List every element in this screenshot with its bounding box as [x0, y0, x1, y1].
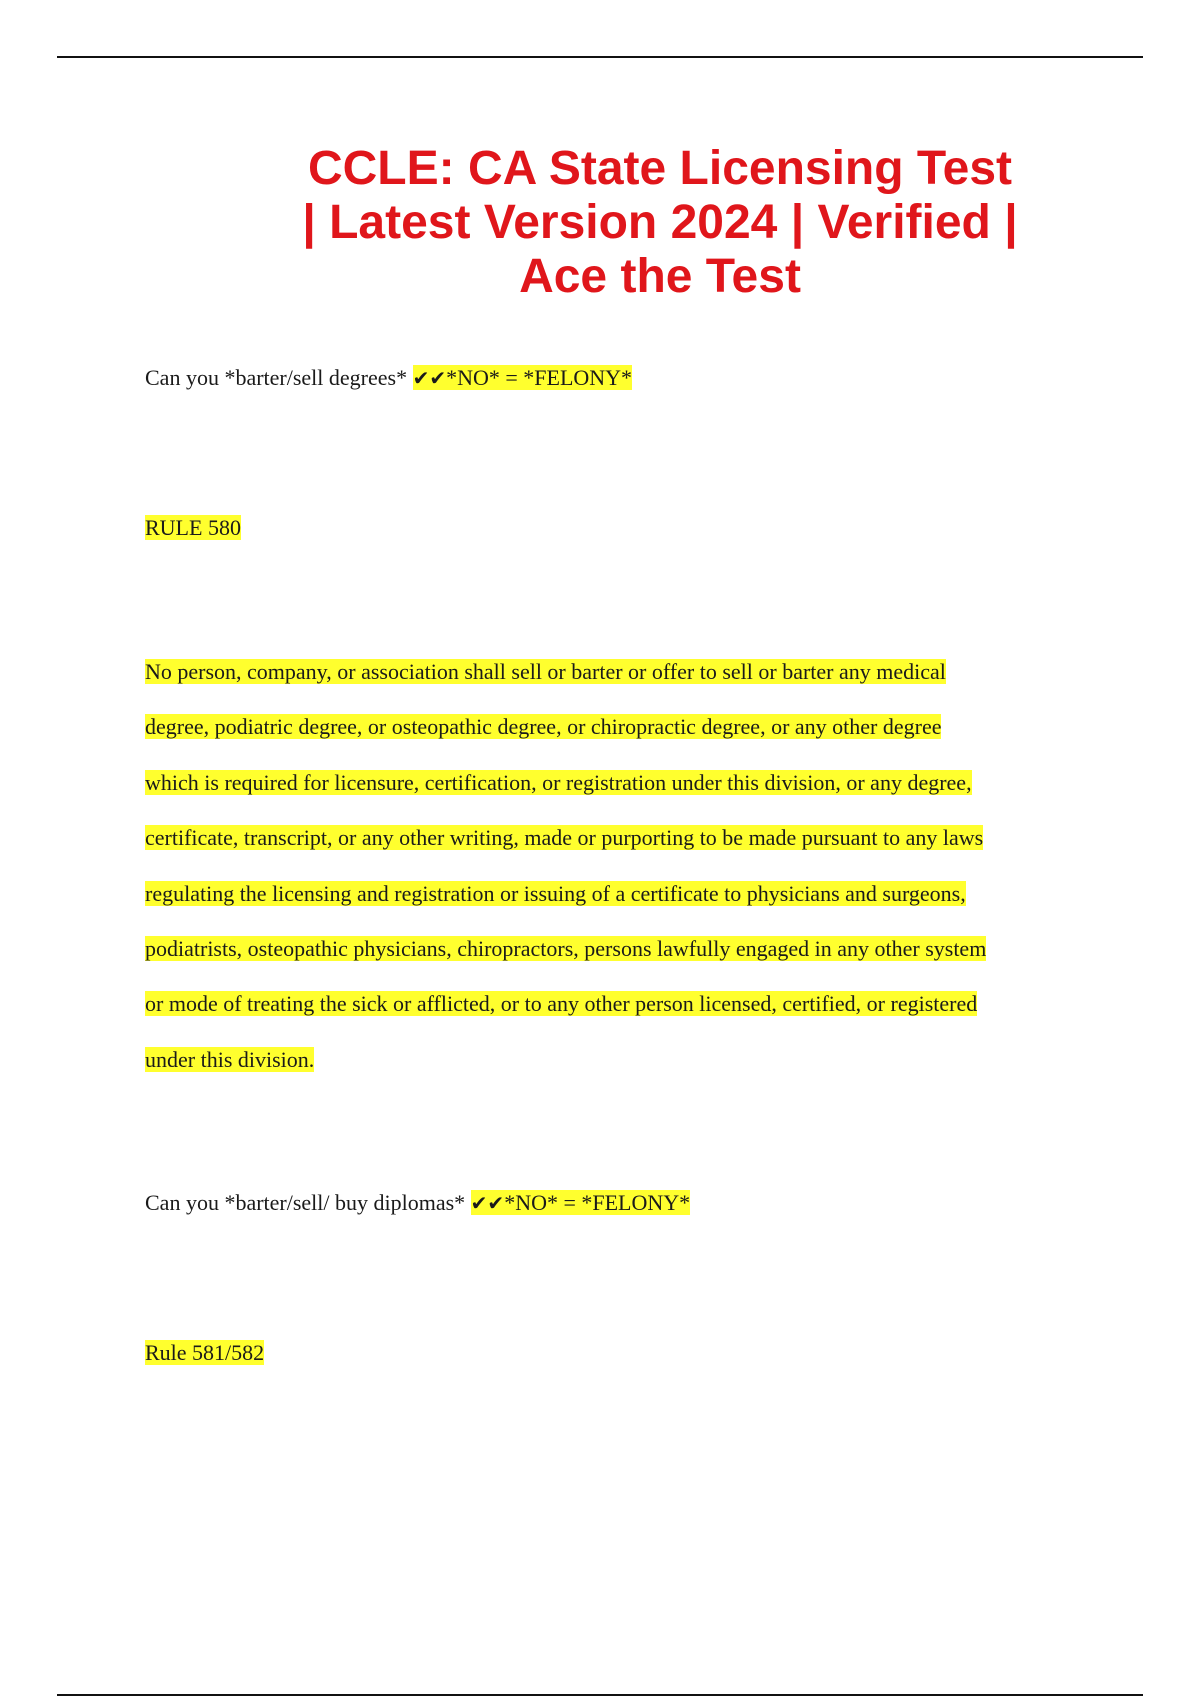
- paragraph-line: [145, 657, 1075, 712]
- question-barter-diplomas: [145, 1188, 690, 1218]
- highlighted-text: which is required for licensure, certification, or registration under this division, or any degree,: [145, 769, 972, 795]
- paragraph-line: [145, 768, 1075, 823]
- checkmark-icon: ✔✔: [412, 366, 447, 390]
- answer-text: *NO* = *FELONY*: [446, 365, 633, 390]
- rule-580-label: [145, 513, 241, 543]
- highlighted-text: under this division.: [145, 1046, 315, 1072]
- document-title: [260, 142, 1060, 304]
- rule-label-highlight: Rule 581/582: [145, 1340, 265, 1365]
- title-line-1: CCLE: CA State Licensing Test: [307, 142, 1013, 195]
- paragraph-line: [145, 823, 1075, 878]
- rule-581-582-label: [145, 1338, 264, 1368]
- highlighted-text: podiatrists, osteopathic physicians, chiropractors, persons lawfully engaged in any other system: [145, 935, 987, 961]
- question-barter-degrees: [145, 363, 632, 393]
- title-line-3: Ace the Test: [519, 250, 801, 303]
- highlighted-text: certificate, transcript, or any other writing, made or purporting to be made pursuant to any laws: [145, 825, 984, 851]
- paragraph-line: [145, 879, 1075, 934]
- highlighted-text: or mode of treating the sick or afflicted, or to any other person licensed, certified, or registered: [145, 991, 978, 1017]
- answer-highlight: [471, 1190, 690, 1215]
- highlighted-text: No person, company, or association shall sell or barter or offer to sell or barter any medical: [145, 659, 946, 684]
- paragraph-line: [145, 1045, 1075, 1100]
- paragraph-line: [145, 934, 1075, 989]
- question-text: Can you *barter/sell/ buy diplomas*: [145, 1190, 471, 1215]
- answer-highlight: [413, 365, 632, 390]
- highlighted-text: degree, podiatric degree, or osteopathic degree, or chiropractic degree, or any other degree: [145, 714, 942, 740]
- highlighted-text: regulating the licensing and registration or issuing of a certificate to physicians and surgeons,: [145, 880, 966, 906]
- question-text: Can you *barter/sell degrees*: [145, 365, 413, 390]
- bottom-divider: [57, 1694, 1143, 1696]
- checkmark-icon: ✔✔: [470, 1191, 505, 1215]
- title-line-2: | Latest Version 2024 | Verified |: [302, 196, 1018, 249]
- top-divider: [57, 56, 1143, 58]
- paragraph-line: [145, 989, 1075, 1044]
- rule-label-highlight: RULE 580: [145, 515, 241, 540]
- rule-580-paragraph: [145, 657, 1075, 1100]
- paragraph-line: [145, 712, 1075, 767]
- answer-text: *NO* = *FELONY*: [504, 1190, 691, 1215]
